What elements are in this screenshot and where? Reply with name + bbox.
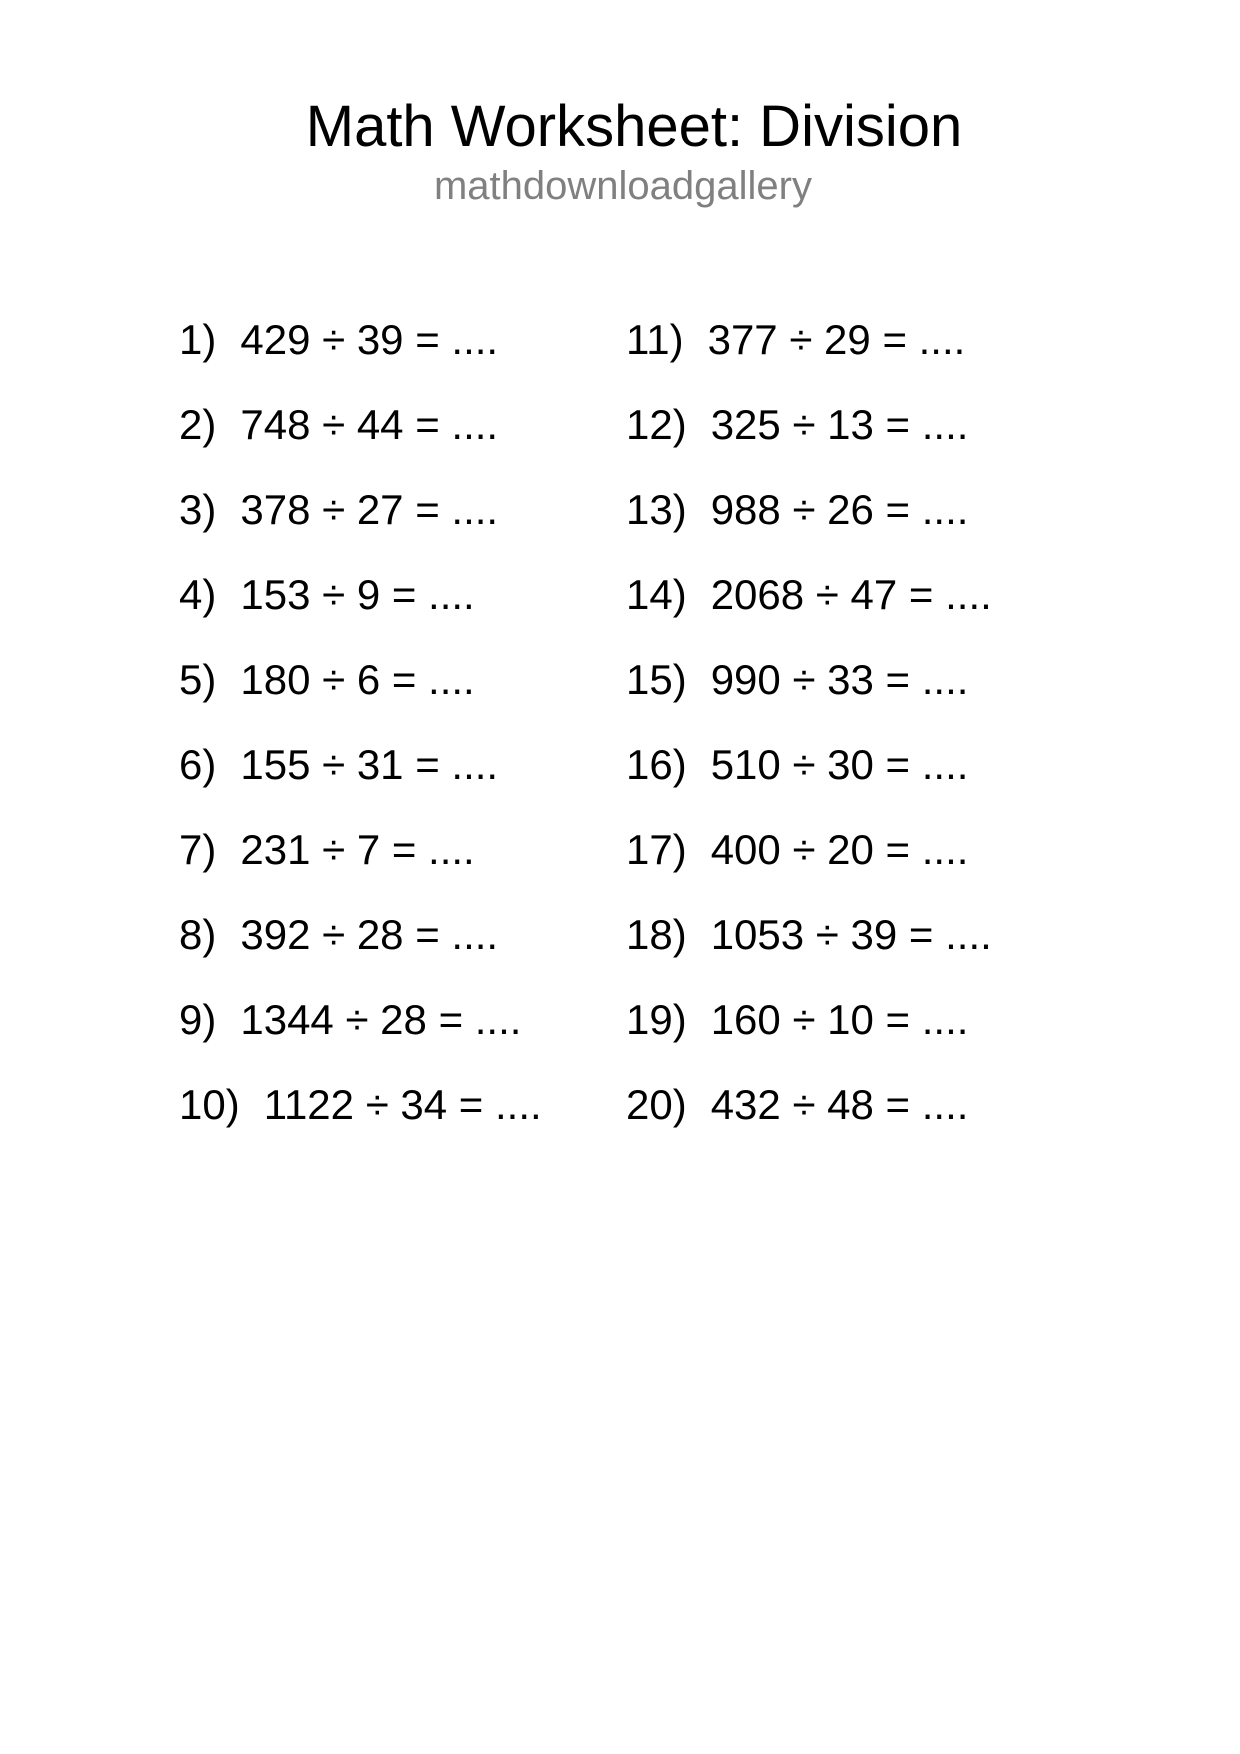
- problem-item: [626, 401, 992, 486]
- problem-number: 17): [626, 826, 687, 873]
- problem-expression: 510 ÷ 30 = ....: [710, 741, 969, 788]
- problem-expression: 400 ÷ 20 = ....: [710, 826, 969, 873]
- problem-item: [179, 826, 542, 911]
- problem-item: [179, 741, 542, 826]
- problem-number: 8): [179, 911, 217, 958]
- page-title: Math Worksheet: Division: [305, 94, 963, 159]
- problem-number: 16): [626, 741, 687, 788]
- problem-expression: 180 ÷ 6 = ....: [240, 656, 475, 703]
- problem-item: [626, 656, 992, 741]
- problem-number: 1): [179, 316, 217, 363]
- problem-item: [179, 571, 542, 656]
- problem-item: [179, 1081, 542, 1166]
- problem-item: [626, 826, 992, 911]
- problem-number: 14): [626, 571, 687, 618]
- problem-number: 18): [626, 911, 687, 958]
- problem-number: 15): [626, 656, 687, 703]
- problem-item: [626, 911, 992, 996]
- problem-expression: 378 ÷ 27 = ....: [240, 486, 499, 533]
- problem-number: 10): [179, 1081, 240, 1128]
- problem-expression: 1122 ÷ 34 = ....: [263, 1081, 542, 1128]
- problem-item: [626, 741, 992, 826]
- problem-item: [179, 996, 542, 1081]
- problem-number: 9): [179, 996, 217, 1043]
- problem-expression: 2068 ÷ 47 = ....: [710, 571, 992, 618]
- problem-expression: 325 ÷ 13 = ....: [710, 401, 969, 448]
- problem-column-right: [626, 316, 992, 1166]
- problem-number: 5): [179, 656, 217, 703]
- problem-expression: 392 ÷ 28 = ....: [240, 911, 499, 958]
- problem-number: 11): [626, 316, 684, 363]
- problem-expression: 429 ÷ 39 = ....: [240, 316, 499, 363]
- problem-number: 3): [179, 486, 217, 533]
- problem-item: [626, 316, 992, 401]
- problem-number: 19): [626, 996, 687, 1043]
- problem-expression: 990 ÷ 33 = ....: [710, 656, 969, 703]
- problem-expression: 1053 ÷ 39 = ....: [710, 911, 992, 958]
- problem-expression: 988 ÷ 26 = ....: [710, 486, 969, 533]
- problem-expression: 153 ÷ 9 = ....: [240, 571, 475, 618]
- problem-number: 2): [179, 401, 217, 448]
- problem-expression: 1344 ÷ 28 = ....: [240, 996, 522, 1043]
- problem-number: 7): [179, 826, 217, 873]
- page-subtitle: mathdownloadgallery: [433, 164, 812, 208]
- problem-number: 12): [626, 401, 687, 448]
- problem-expression: 432 ÷ 48 = ....: [710, 1081, 969, 1128]
- problem-number: 4): [179, 571, 217, 618]
- problem-expression: 231 ÷ 7 = ....: [240, 826, 475, 873]
- problem-item: [626, 486, 992, 571]
- problem-item: [626, 996, 992, 1081]
- problem-item: [626, 1081, 992, 1166]
- problem-number: 20): [626, 1081, 687, 1128]
- problem-item: [179, 316, 542, 401]
- problem-number: 13): [626, 486, 687, 533]
- problem-expression: 377 ÷ 29 = ....: [707, 316, 966, 363]
- problem-item: [179, 401, 542, 486]
- problem-expression: 155 ÷ 31 = ....: [240, 741, 499, 788]
- problem-item: [626, 571, 992, 656]
- problem-number: 6): [179, 741, 217, 788]
- problem-column-left: [179, 316, 542, 1166]
- problem-expression: 748 ÷ 44 = ....: [240, 401, 499, 448]
- problem-item: [179, 486, 542, 571]
- problem-item: [179, 656, 542, 741]
- problem-expression: 160 ÷ 10 = ....: [710, 996, 969, 1043]
- problem-item: [179, 911, 542, 996]
